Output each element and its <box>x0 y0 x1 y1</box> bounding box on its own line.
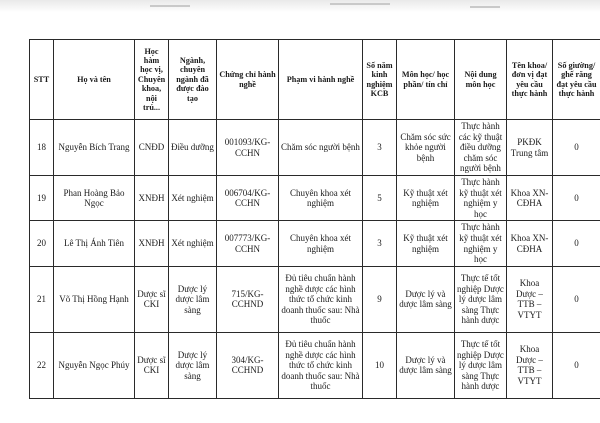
cell-certificate: 304/KG-CCHND <box>217 332 279 398</box>
header-subject: Môn học/ học phần/ tín chỉ <box>397 40 455 120</box>
header-beds: Số giường/ ghế răng đạt yêu cầu thực hành <box>553 40 600 120</box>
cell-certificate: 001093/KG-CCHN <box>217 120 279 176</box>
cell-department: Khoa Dược – TTB –VTYT <box>507 332 553 398</box>
cell-beds: 0 <box>553 120 600 176</box>
cell-content: Thực hành các kỹ thuật điều dưỡng chăm sóc người bệnh <box>455 120 507 176</box>
cell-certificate: 006704/KG-CCHN <box>217 176 279 221</box>
cell-department: Khoa Dược – TTB –VTYT <box>507 266 553 332</box>
cell-degree: CNĐD <box>135 120 169 176</box>
cell-degree: XNĐH <box>135 176 169 221</box>
cell-major: Xét nghiệm <box>169 176 217 221</box>
scan-artifact <box>330 3 390 5</box>
cell-name: Nguyễn Ngọc Phúy <box>54 332 135 398</box>
cell-content: Thực tế tốt nghiệp Dược lý dược lâm sàng Thực hành dược <box>455 332 507 398</box>
cell-degree: Dược sĩ CKI <box>135 332 169 398</box>
staff-table <box>29 39 600 399</box>
cell-name: Võ Thị Hồng Hạnh <box>54 266 135 332</box>
cell-beds: 0 <box>553 266 600 332</box>
cell-years: 3 <box>363 221 397 266</box>
header-major: Ngành, chuyên ngành đã được đào tạo <box>169 40 217 120</box>
cell-years: 9 <box>363 266 397 332</box>
header-scope: Phạm vi hành nghề <box>279 40 363 120</box>
header-certificate: Chứng chỉ hành nghề <box>217 40 279 120</box>
cell-stt: 18 <box>30 120 54 176</box>
cell-beds: 0 <box>553 176 600 221</box>
cell-subject: Kỹ thuật xét nghiệm <box>397 221 455 266</box>
cell-beds: 0 <box>553 221 600 266</box>
cell-name: Lê Thị Ánh Tiên <box>54 221 135 266</box>
cell-content: Thực hành kỹ thuật xét nghiệm y học <box>455 176 507 221</box>
table-body <box>30 120 600 399</box>
scan-top-edge <box>0 0 600 12</box>
table-row <box>30 120 600 176</box>
table-row <box>30 332 600 398</box>
cell-name: Nguyễn Bích Trang <box>54 120 135 176</box>
cell-scope: Chuyên khoa xét nghiệm <box>279 221 363 266</box>
cell-major: Điều dưỡng <box>169 120 217 176</box>
cell-stt: 22 <box>30 332 54 398</box>
cell-years: 10 <box>363 332 397 398</box>
cell-content: Thực tế tốt nghiệp Dược lý dược lâm sàng Thực hành dược <box>455 266 507 332</box>
cell-subject: Kỹ thuật xét nghiệm <box>397 176 455 221</box>
cell-scope: Đủ tiêu chuẩn hành nghề dược các hình thức tổ chức kinh doanh thuốc sau: Nhà thuốc <box>279 332 363 398</box>
table-header <box>30 40 600 120</box>
header-department: Tên khoa/ đơn vị đạt yêu cầu thực hành <box>507 40 553 120</box>
cell-stt: 19 <box>30 176 54 221</box>
header-stt: STT <box>30 40 54 120</box>
scan-artifact <box>150 5 190 7</box>
table-row <box>30 176 600 221</box>
cell-department: Khoa XN-CĐHA <box>507 176 553 221</box>
cell-major: Dược lý dược lâm sàng <box>169 332 217 398</box>
cell-years: 3 <box>363 120 397 176</box>
cell-scope: Chuyên khoa xét nghiệm <box>279 176 363 221</box>
header-row <box>30 40 600 120</box>
cell-stt: 21 <box>30 266 54 332</box>
cell-subject: Dược lý và dược lâm sàng <box>397 266 455 332</box>
cell-beds: 0 <box>553 332 600 398</box>
header-years: Số năm kinh nghiệm KCB <box>363 40 397 120</box>
table-row <box>30 266 600 332</box>
cell-scope: Chăm sóc người bệnh <box>279 120 363 176</box>
cell-department: PKĐK Trung tâm <box>507 120 553 176</box>
cell-stt: 20 <box>30 221 54 266</box>
header-degree: Học hàm học vị, Chuyên khoa, nội trú... <box>135 40 169 120</box>
cell-subject: Dược lý và dược lâm sàng <box>397 332 455 398</box>
cell-scope: Đủ tiêu chuẩn hành nghề dược các hình thức tổ chức kinh doanh thuốc sau: Nhà thuốc <box>279 266 363 332</box>
cell-name: Phan Hoàng Bảo Ngọc <box>54 176 135 221</box>
cell-degree: Dược sĩ CKI <box>135 266 169 332</box>
cell-subject: Chăm sóc sức khỏe người bệnh <box>397 120 455 176</box>
cell-certificate: 007773/KG-CCHN <box>217 221 279 266</box>
cell-major: Xét nghiệm <box>169 221 217 266</box>
cell-department: Khoa XN-CĐHA <box>507 221 553 266</box>
header-name: Họ và tên <box>54 40 135 120</box>
cell-degree: XNĐH <box>135 221 169 266</box>
cell-content: Thực hành kỹ thuật xét nghiệm y học <box>455 221 507 266</box>
cell-years: 5 <box>363 176 397 221</box>
header-content: Nội dung môn học <box>455 40 507 120</box>
cell-major: Dược lý dược lâm sàng <box>169 266 217 332</box>
scan-artifact <box>470 6 500 8</box>
table-row <box>30 221 600 266</box>
cell-certificate: 715/KG-CCHND <box>217 266 279 332</box>
